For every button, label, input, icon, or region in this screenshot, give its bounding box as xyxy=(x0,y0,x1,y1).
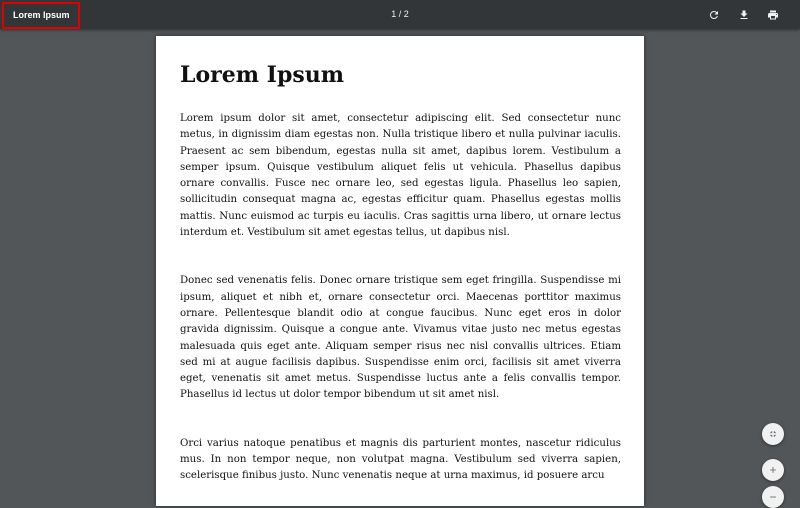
plus-icon xyxy=(768,465,778,475)
rotate-button[interactable] xyxy=(704,5,724,25)
page-content xyxy=(180,62,621,506)
pdf-toolbar xyxy=(0,0,800,29)
zoom-out-button[interactable] xyxy=(762,486,784,508)
fit-to-page-icon xyxy=(768,429,778,439)
download-button[interactable] xyxy=(734,5,754,25)
paragraph-1: Lorem ipsum dolor sit amet, consectetur adipiscing elit. Sed consectetur nunc metus, in dignissim diam egestas non. Nulla tristique libero et nulla pulvinar iaculis. Praesent ac sem bibendum, egestas nulla sit amet, dapibus lorem. Vestibulum a semper ipsum. Quisque vestibulum aliquet felis ut vehicula. Phasellus dapibus ornare convallis. Fusce nec ornare leo, sed egestas ligula. Phasellus leo sapien, sollicitudin consequat magna ac, egestas efficitur quam. Phasellus egestas mollis mattis. Nunc euismod ac turpis eu iaculis. Cras sagittis urna libero, ut ornare lectus interdum et. Vestibulum sit amet egestas tellus, ut dapibus nisl. xyxy=(180,113,621,239)
document-title: Lorem Ipsum xyxy=(2,2,80,29)
download-icon xyxy=(738,9,750,21)
pdf-page xyxy=(156,36,644,506)
fit-to-page-button[interactable] xyxy=(762,423,784,445)
print-icon xyxy=(767,9,779,21)
page-indicator: 1 / 2 xyxy=(391,9,409,19)
paragraph-2: Donec sed venenatis felis. Donec ornare tristique sem eget fringilla. Suspendisse mi ipsum, aliquet et nibh et, ornare consectetur orci. Maecenas porttitor maximus ornare. Pellentesque blandit odio at congue faucibus. Nunc eget eros in dolor gravida dignissim. Quisque a congue ante. Vivamus vitae justo nec metus egestas malesuada quis eget ante. Aliquam semper risus nec nisl convallis ultrices. Etiam sed mi at augue facilisis dapibus. Suspendisse enim orci, facilisis sit amet viverra eget, venenatis sit amet metus. Suspendisse luctus ante a felis convallis tempor. Phasellus id lectus ut dolor tempor bibendum ut sit amet nisl. xyxy=(180,275,621,401)
document-heading: Lorem Ipsum xyxy=(180,62,345,88)
print-button[interactable] xyxy=(763,5,783,25)
zoom-in-button[interactable] xyxy=(762,459,784,481)
minus-icon xyxy=(768,492,778,502)
paragraph-3: Orci varius natoque penatibus et magnis dis parturient montes, nascetur ridiculus mus. In non tempor neque, non volutpat magna. Vestibulum sed viverra sapien, scelerisque finibus justo. Nunc venenatis neque at urna maximus, id posuere arcu xyxy=(180,437,621,482)
rotate-icon xyxy=(708,9,720,21)
